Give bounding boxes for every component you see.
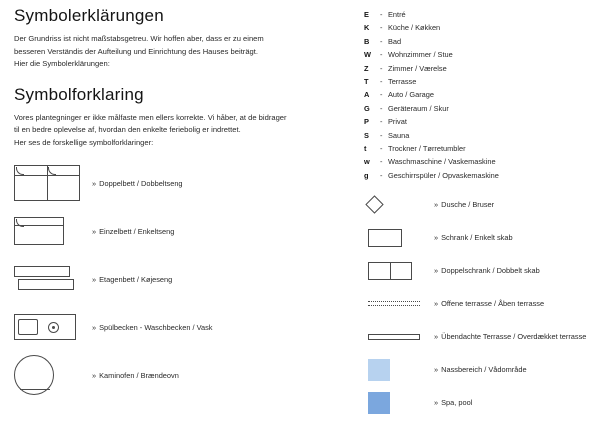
legend-row-wet-area <box>364 353 594 386</box>
legend-label-bunk-bed-text: Etagenbett / Køjeseng <box>99 274 173 284</box>
abbreviation-value: Sauna <box>388 130 410 140</box>
abbreviation-key: E <box>364 10 369 19</box>
covered-terrace-icon <box>364 334 434 340</box>
abbreviation-value: Geräteraum / Skur <box>388 103 449 113</box>
abbreviation-dash: - <box>380 170 383 180</box>
abbreviation-key: Z <box>364 63 369 73</box>
arrow-glyph: » <box>92 226 97 236</box>
open-terrace-icon <box>364 301 434 306</box>
fireplace-icon <box>14 355 86 395</box>
abbreviation-key: B <box>364 36 370 46</box>
legend-label-single-bed <box>86 227 174 236</box>
legend-label-wet-area-text: Nassbereich / Vådområde <box>441 365 527 374</box>
abbreviation-row <box>364 129 590 142</box>
legend-row-wardrobe <box>364 221 594 254</box>
legend-label-fireplace <box>86 371 179 380</box>
abbreviation-value: Bad <box>388 36 402 46</box>
legend-label-shower <box>434 200 494 209</box>
legend-label-wardrobe <box>434 233 513 242</box>
intro-text-da <box>14 112 326 150</box>
abbreviation-value: Geschirrspüler / Opvaskemaskine <box>388 170 499 180</box>
legend-row-double-bed <box>14 159 344 207</box>
legend-label-open-terrace-text: Offene terrasse / Åben terrasse <box>441 299 545 308</box>
abbreviation-value: Waschmaschine / Vaskemaskine <box>388 157 496 167</box>
abbreviation-value: Küche / Køkken <box>388 23 441 33</box>
legend-label-spa-pool-text: Spa, pool <box>441 398 473 407</box>
abbreviation-row <box>364 115 590 128</box>
abbreviation-row <box>364 142 590 155</box>
legend-label-sink <box>86 323 213 332</box>
abbreviation-key: S <box>364 130 369 140</box>
left-column <box>14 6 344 399</box>
abbreviation-key: G <box>364 103 370 113</box>
abbreviation-row <box>364 62 590 75</box>
single-bed-icon <box>14 217 86 245</box>
abbreviation-list <box>364 8 590 182</box>
abbreviation-row <box>364 75 590 88</box>
sink-icon <box>14 314 86 340</box>
wet-area-swatch-icon <box>364 359 434 381</box>
double-bed-icon <box>14 165 86 201</box>
legend-label-wet-area <box>434 365 527 374</box>
abbreviation-dash: - <box>380 23 383 33</box>
legend-row-open-terrace <box>364 287 594 320</box>
abbreviation-dash: - <box>380 117 383 127</box>
abbreviation-dash: - <box>380 63 383 73</box>
abbreviation-value: Trockner / Tørretumbler <box>388 144 466 154</box>
abbreviation-value: Wohnzimmer / Stue <box>388 50 453 60</box>
legend-label-double-bed <box>86 179 183 188</box>
abbreviation-dash: - <box>380 157 383 167</box>
abbreviation-row <box>364 88 590 101</box>
legend-label-sink-text: Spülbecken - Waschbecken / Vask <box>99 322 213 332</box>
arrow-glyph: » <box>434 266 439 275</box>
wardrobe-icon <box>364 229 434 247</box>
arrow-glyph: » <box>434 200 439 209</box>
abbreviation-dash: - <box>380 90 383 100</box>
page-title-de: Symbolerklärungen <box>14 6 164 25</box>
bunk-bed-icon <box>14 266 86 292</box>
abbreviation-dash: - <box>380 130 383 140</box>
arrow-glyph: » <box>92 274 97 284</box>
right-symbol-list <box>364 188 594 419</box>
abbreviation-row <box>364 102 590 115</box>
legend-label-bunk-bed <box>86 275 172 284</box>
abbreviation-value: Entré <box>388 10 406 19</box>
legend-label-single-bed-text: Einzelbett / Enkeltseng <box>99 226 175 236</box>
page-title-da: Symbolforklaring <box>14 84 144 104</box>
abbreviation-key: K <box>364 23 370 33</box>
abbreviation-row <box>364 169 590 182</box>
legend-row-shower <box>364 188 594 221</box>
legend-row-bunk-bed <box>14 255 344 303</box>
intro-da-line-1: Vores plantegninger er ikke målfaste men ellers korrekte. Vi håber, at de bidrager <box>14 112 287 122</box>
abbreviation-value: Auto / Garage <box>388 90 435 100</box>
arrow-glyph: » <box>434 299 439 308</box>
legend-label-wardrobe-double-text: Doppelschrank / Dobbelt skab <box>441 266 540 275</box>
legend-row-single-bed <box>14 207 344 255</box>
wardrobe-double-icon <box>364 262 434 280</box>
legend-label-wardrobe-double <box>434 266 540 275</box>
intro-de-line-1: Der Grundriss ist nicht maßstabsgetreu. Wir hoffen aber, dass er zu einem <box>14 34 264 43</box>
arrow-glyph: » <box>92 178 97 188</box>
abbreviation-dash: - <box>380 36 383 46</box>
abbreviation-row <box>364 48 590 61</box>
arrow-glyph: » <box>92 370 97 380</box>
abbreviation-row <box>364 155 590 168</box>
legend-label-open-terrace <box>434 299 544 308</box>
legend-row-fireplace <box>14 351 344 399</box>
legend-label-double-bed-text: Doppelbett / Dobbeltseng <box>99 178 183 188</box>
abbreviation-value: Zimmer / Værelse <box>388 63 447 73</box>
arrow-glyph: » <box>434 398 439 407</box>
abbreviation-row <box>364 8 590 21</box>
arrow-glyph: » <box>434 332 439 341</box>
intro-da-line-2: til en bedre oplevelse af, hvordan den enkelte feriebolig er indrettet. <box>14 125 241 135</box>
legend-row-sink <box>14 303 344 351</box>
intro-text-de <box>14 33 326 71</box>
legend-label-fireplace-text: Kaminofen / Brændeovn <box>99 370 179 380</box>
legend-label-shower-text: Dusche / Bruser <box>441 200 495 209</box>
arrow-glyph: » <box>434 365 439 374</box>
abbreviation-dash: - <box>380 144 383 154</box>
abbreviation-key: w <box>364 157 370 167</box>
abbreviation-key: T <box>364 77 369 87</box>
abbreviation-dash: - <box>380 50 383 60</box>
legend-label-spa-pool <box>434 398 472 407</box>
shower-icon <box>364 198 434 211</box>
legend-row-wardrobe-double <box>364 254 594 287</box>
abbreviation-value: Terrasse <box>388 77 417 87</box>
abbreviation-key: g <box>364 170 369 180</box>
abbreviation-key: W <box>364 50 371 60</box>
intro-de-line-3: Hier die Symbolerklärungen: <box>14 59 110 69</box>
abbreviation-dash: - <box>380 103 383 113</box>
abbreviation-row <box>364 35 590 48</box>
abbreviation-key: A <box>364 90 370 100</box>
legend-row-covered-terrace <box>364 320 594 353</box>
abbreviation-key: P <box>364 117 369 127</box>
legend-label-covered-terrace <box>434 332 586 341</box>
legend-row-spa-pool <box>364 386 594 419</box>
legend-label-covered-terrace-text: Übendachte Terrasse / Overdækket terrasse <box>441 332 587 341</box>
intro-de-line-2: besseren Verständis der Aufteilung und Einrichtung des Hauses beiträgt. <box>14 46 258 56</box>
legend-label-wardrobe-text: Schrank / Enkelt skab <box>441 233 513 242</box>
abbreviation-value: Privat <box>388 117 407 127</box>
abbreviation-row <box>364 21 590 34</box>
spa-pool-swatch-icon <box>364 392 434 414</box>
abbreviation-dash: - <box>380 77 383 87</box>
intro-da-line-3: Her ses de forskellige symbolforklaringer: <box>14 137 154 147</box>
abbreviation-key: t <box>364 144 367 154</box>
arrow-glyph: » <box>92 322 97 332</box>
abbreviation-dash: - <box>380 10 383 19</box>
arrow-glyph: » <box>434 233 439 242</box>
